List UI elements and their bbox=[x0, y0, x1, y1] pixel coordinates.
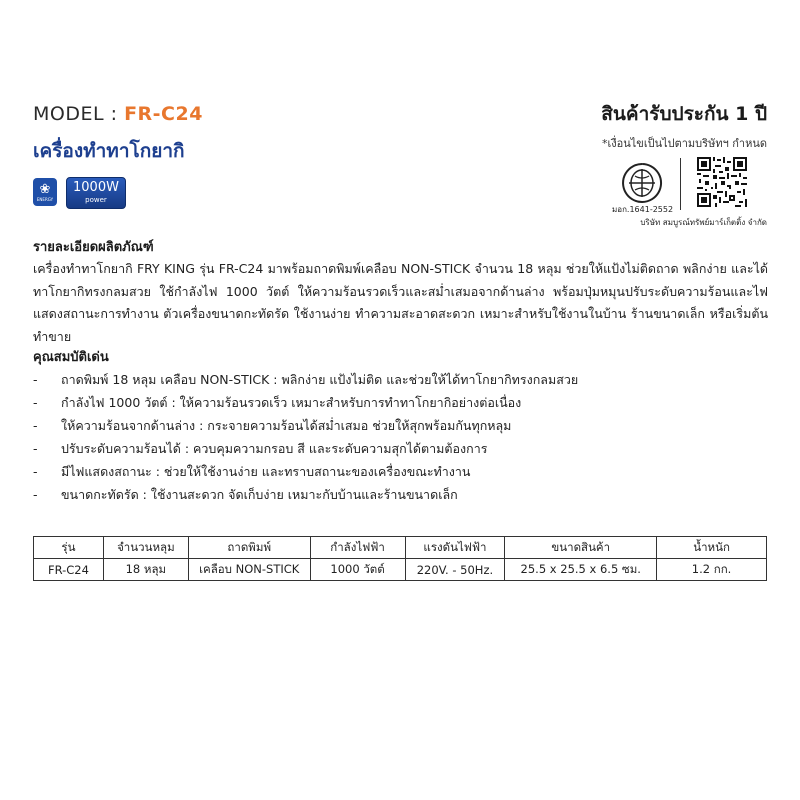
features-heading: คุณสมบัติเด่น bbox=[33, 350, 109, 365]
spec-table bbox=[33, 536, 767, 581]
product-name: เครื่องทำทาโกยากิ bbox=[33, 140, 185, 162]
spec-header-row bbox=[34, 537, 767, 559]
description-text: เครื่องทำทาโกยากิ FRY KING รุ่น FR-C24 มาพร้อมถาดพิมพ์เคลือบ NON-STICK จำนวน 18 หลุม ช่วยให้แป้งไม่ติดถาด พลิกง่าย และได้ทาโกยากิทรงกลมสวย ใช้กำลังไฟ 1000 วัตต์ ให้ความร้อนรวดเร็วและสม่ำเสมอจากด้านล่าง พร้อมปุ่มหมุนปรับระดับความร้อนและไฟแสดงสถานะการทำงาน ตัวเครื่องขนาดกะทัดรัด ใช้งานง่าย ทำความสะอาดสะดวก เหมาะสำหรับใช้งานในบ้าน ร้านขนาดเล็ก หรือเริ่มต้นทำขาย bbox=[33, 261, 768, 344]
tis-standard-label: มอก.1641-2552 bbox=[612, 205, 674, 214]
header-voltage: แรงดันไฟฟ้า bbox=[405, 537, 505, 559]
cell-weight: 1.2 กก. bbox=[657, 559, 767, 581]
tis-standard-icon bbox=[615, 160, 669, 206]
power-badge-label: power bbox=[85, 196, 107, 204]
energy-leaf-icon: ❀ bbox=[39, 181, 51, 197]
feature-item bbox=[33, 414, 768, 437]
description-heading: รายละเอียดผลิตภัณฑ์ bbox=[33, 240, 154, 255]
header-power: กำลังไฟฟ้า bbox=[310, 537, 405, 559]
feature-bullet: - bbox=[33, 395, 38, 410]
feature-text: ปรับระดับความร้อนได้ : ควบคุมความกรอบ สี และระดับความสุกได้ตามต้องการ bbox=[61, 441, 488, 456]
feature-item bbox=[33, 437, 768, 460]
cell-model: FR-C24 bbox=[34, 559, 104, 581]
cell-voltage: 220V. - 50Hz. bbox=[405, 559, 505, 581]
cell-tray: เคลือบ NON-STICK bbox=[188, 559, 310, 581]
header-divider bbox=[680, 158, 681, 210]
power-badge-value: 1000W bbox=[73, 180, 119, 195]
header-tray: ถาดพิมพ์ bbox=[188, 537, 310, 559]
company-label: บริษัท สมบูรณ์ทรัพย์มาร์เก็ตติ้ง จำกัด bbox=[640, 218, 767, 227]
feature-bullet: - bbox=[33, 464, 38, 479]
energy-badge bbox=[33, 178, 57, 206]
feature-item bbox=[33, 460, 768, 483]
feature-text: ขนาดกะทัดรัด : ใช้งานสะดวก จัดเก็บง่าย เหมาะกับบ้านและร้านขนาดเล็ก bbox=[61, 487, 458, 502]
model-line bbox=[33, 103, 203, 125]
feature-bullet: - bbox=[33, 487, 38, 502]
header-model: รุ่น bbox=[34, 537, 104, 559]
header-size: ขนาดสินค้า bbox=[505, 537, 657, 559]
cell-size: 25.5 x 25.5 x 6.5 ซม. bbox=[505, 559, 657, 581]
model-prefix: MODEL : bbox=[33, 103, 125, 125]
warranty-title: สินค้ารับประกัน 1 ปี bbox=[601, 103, 767, 125]
feature-text: กำลังไฟ 1000 วัตต์ : ให้ความร้อนรวดเร็ว เหมาะสำหรับการทำทาโกยากิอย่างต่อเนื่อง bbox=[61, 395, 522, 410]
qr-code-icon bbox=[697, 157, 747, 207]
cell-holes: 18 หลุม bbox=[103, 559, 188, 581]
spec-data-row bbox=[34, 559, 767, 581]
header-holes: จำนวนหลุม bbox=[103, 537, 188, 559]
feature-text: ถาดพิมพ์ 18 หลุม เคลือบ NON-STICK : พลิกง่าย แป้งไม่ติด และช่วยให้ได้ทาโกยากิทรงกลมสวย bbox=[61, 372, 579, 387]
feature-bullet: - bbox=[33, 441, 38, 456]
warranty-note: *เงื่อนไขเป็นไปตามบริษัทฯ กำหนด bbox=[602, 137, 767, 150]
feature-item bbox=[33, 391, 768, 414]
feature-text: มีไฟแสดงสถานะ : ช่วยให้ใช้งานง่าย และทราบสถานะของเครื่องขณะทำงาน bbox=[61, 464, 471, 479]
feature-item bbox=[33, 368, 768, 391]
feature-text: ให้ความร้อนจากด้านล่าง : กระจายความร้อนได้สม่ำเสมอ ช่วยให้สุกพร้อมกันทุกหลุม bbox=[61, 418, 512, 433]
model-code: FR-C24 bbox=[124, 103, 203, 125]
energy-badge-label: ENERGY bbox=[36, 196, 54, 202]
feature-bullet: - bbox=[33, 418, 38, 433]
feature-item bbox=[33, 483, 768, 506]
power-badge bbox=[66, 177, 126, 209]
features-list bbox=[33, 368, 768, 506]
feature-bullet: - bbox=[33, 372, 38, 387]
header-weight: น้ำหนัก bbox=[657, 537, 767, 559]
cell-power: 1000 วัตต์ bbox=[310, 559, 405, 581]
